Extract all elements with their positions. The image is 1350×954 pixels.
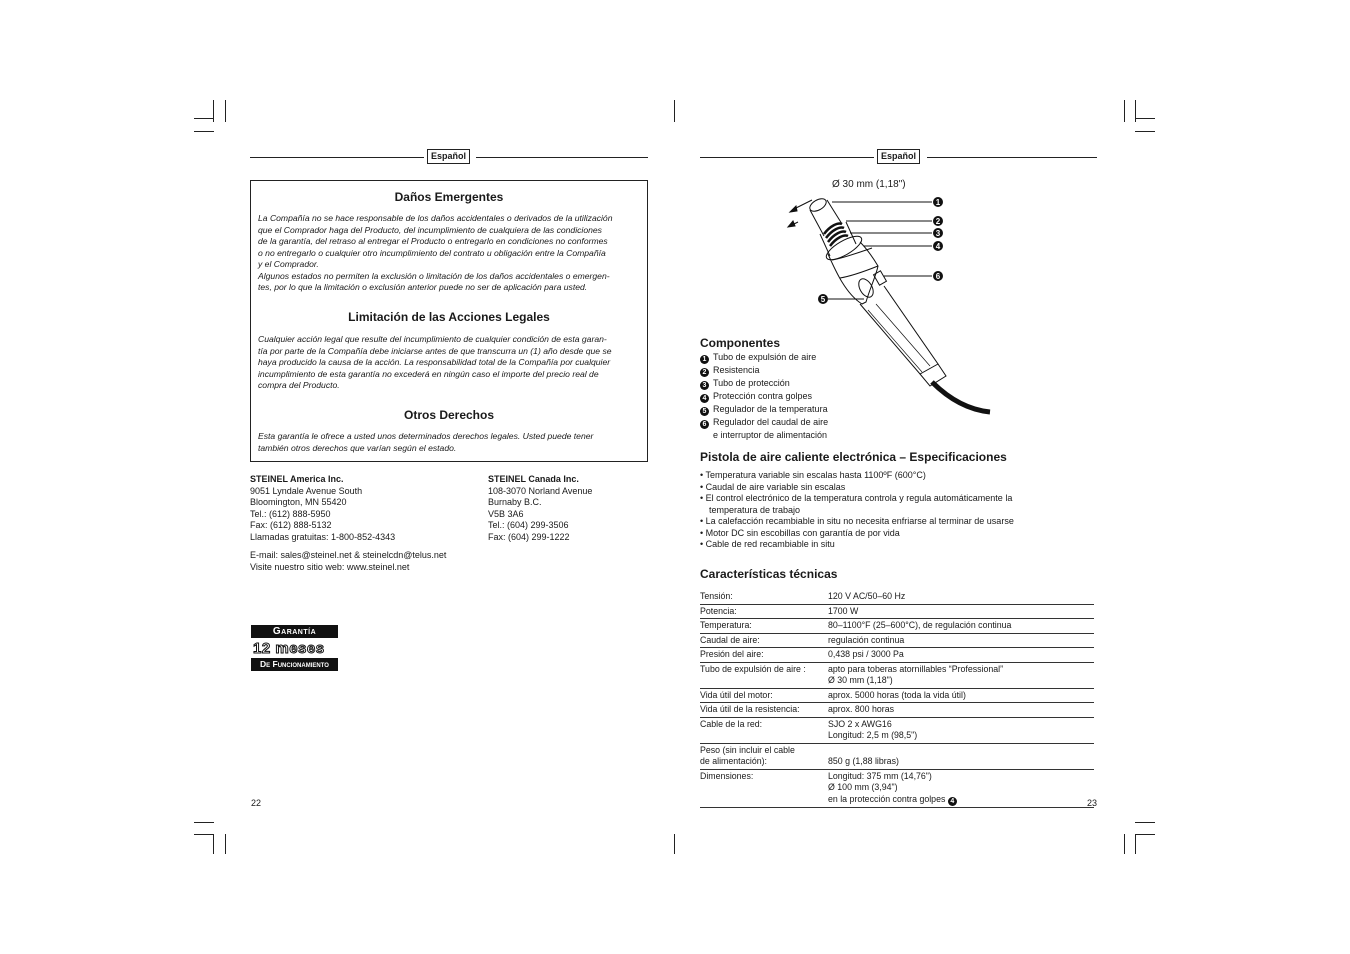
page-number: 22 (251, 798, 262, 808)
list-item: • La calefacción recambiable in situ no necesita enfriarse al terminar de usarse (700, 516, 1014, 526)
body-seam (840, 266, 878, 278)
badge-top: Garantía (251, 625, 338, 638)
list-item: • Caudal de aire variable sin escalas (700, 481, 846, 492)
list-item: 6 Regulador del caudal de aire e interruptor de alimentación (700, 416, 828, 442)
language-label: Español (427, 149, 470, 164)
usa-address: STEINEL America Inc. 9051 Lyndale Avenue South Bloomington, MN 55420 Tel.: (612) 888-5950 Fax: (612) 888-5132 Llamadas gratuitas: 1-800-852-4343 (250, 474, 396, 542)
number-badge: 6 (700, 420, 709, 429)
list-item: 3 Tubo de protección (700, 377, 828, 390)
table-row: Caudal de aire: regulación continua (700, 633, 1094, 648)
number-badge: 3 (700, 381, 709, 390)
section-text: Cualquier acción legal que resulte del incumplimiento de cualquier condición de esta garan- tía por parte de la Compañía debe iniciarse antes de que transcurra un (1) año desde que se haya producido la causa de la acción. La responsabilidad total de la Compañía por cualquier incumplimiento de esta garantía no excederá en ningún caso el importe del precio real de compra del Producto. (258, 334, 612, 390)
email-text: E-mail: sales@steinel.net & steinelcdn@telus.net (250, 550, 447, 560)
table-row: Cable de la red: SJO 2 x AWG16 Longitud: 2,5 m (98,5") (700, 717, 1094, 743)
airflow-switch (874, 271, 887, 285)
technical-title: Características técnicas (700, 567, 838, 581)
callout-number: 2 (935, 217, 941, 226)
diameter-caption: Ø 30 mm (1,18") (832, 179, 906, 190)
arrowhead (790, 206, 797, 212)
power-cable (932, 382, 990, 412)
specifications-title: Pistola de aire caliente electrónica – Especificaciones (700, 450, 1007, 464)
handle-grooves (868, 304, 930, 372)
badge-middle: 12 meses (253, 640, 325, 657)
canada-address: STEINEL Canada Inc. 108-3070 Norland Avenue Burnaby B.C. V5B 3A6 Tel.: (604) 299-3506 Fax: (604) 299-1222 (488, 474, 593, 542)
table-row: Potencia: 1700 W (700, 604, 1094, 619)
arrowhead (788, 221, 795, 227)
number-badge: 4 (700, 394, 709, 403)
section-title: Limitación de las Acciones Legales (348, 310, 550, 324)
list-item: • Motor DC sin escobillas con garantía de por vida (700, 527, 900, 538)
callout-number: 4 (935, 242, 941, 251)
list-item: • El control electrónico de la temperatura controla y regula automáticamente la temperatura de trabajo (700, 493, 1013, 515)
temperature-dial (856, 276, 876, 299)
table-row: Tubo de expulsión de aire : apto para toberas atornillables “Professional” Ø 30 mm (1,18") (700, 662, 1094, 688)
list-item: 5 Regulador de la temperatura (700, 403, 828, 416)
language-label: Español (877, 149, 920, 164)
features-list (700, 470, 1095, 551)
body-housing (828, 242, 878, 304)
table-row: Peso (sin incluir el cable de alimentación): 850 g (1,88 libras) (700, 743, 1094, 769)
section-title: Daños Emergentes (394, 190, 504, 204)
heating-element (824, 223, 848, 246)
section-text: La Compañía no se hace responsable de los daños accidentales o derivados de la utilización que el Comprador haga del Producto, del incumplimiento de cualquiera de las condiciones de la garantía, del retraso al entregar el Producto o entregarlo en condiciones no conformes o no entregarlo o cualquier otro incumplimiento del contrato u obligación entre la Compañía y el Comprador. Algunos estados no permiten la exclusión o limitación de los daños accidentales o emergen- tes, por lo que la limitación o exclusión anterior puede no ser de aplicación para usted. (258, 213, 613, 292)
number-badge: 1 (700, 355, 709, 364)
website-text: Visite nuestro sitio web: www.steinel.net (250, 561, 410, 572)
table-row: Tensión: 120 V AC/50–60 Hz (700, 590, 1094, 604)
number-badge: 2 (700, 368, 709, 377)
table-row: Temperatura: 80–1100°F (25–600°C), de regulación continua (700, 619, 1094, 634)
technical-table (700, 590, 1094, 808)
number-badge: 4 (948, 797, 957, 806)
table-row: Dimensiones: Longitud: 375 mm (14,76") Ø 100 mm (3,94") en la protección contra golpes 4 (700, 769, 1094, 807)
list-item: 2 Resistencia (700, 364, 828, 377)
badge-bottom: De Funcionamiento (251, 658, 338, 671)
list-item: • Temperatura variable sin escalas hasta 1100ºF (600°C) (700, 470, 926, 480)
section-title: Otros Derechos (403, 408, 495, 422)
contact-info (250, 550, 446, 573)
callout-number: 3 (935, 229, 941, 238)
list-item: • Cable de red recambiable in situ (700, 539, 835, 549)
table-row: Vida útil de la resistencia: aprox. 800 horas (700, 703, 1094, 718)
table-row: Presión del aire: 0,438 psi / 3000 Pa (700, 648, 1094, 663)
section-text: Esta garantía le ofrece a usted unos determinados derechos legales. Usted puede tener también otros derechos que varían según el estado. (258, 431, 594, 453)
callout-number: 5 (820, 295, 826, 304)
page-number: 23 (1087, 798, 1098, 808)
components-list (700, 351, 828, 442)
callout-number: 6 (935, 272, 941, 281)
callout-number: 1 (935, 198, 941, 207)
list-item: 1 Tubo de expulsión de aire (700, 351, 828, 364)
warranty-terms-box (250, 180, 648, 462)
table-row: Vida útil del motor: aprox. 5000 horas (toda la vida útil) (700, 688, 1094, 703)
number-badge: 5 (700, 407, 709, 416)
components-title: Componentes (700, 336, 781, 350)
list-item: 4 Protección contra golpes (700, 390, 828, 403)
